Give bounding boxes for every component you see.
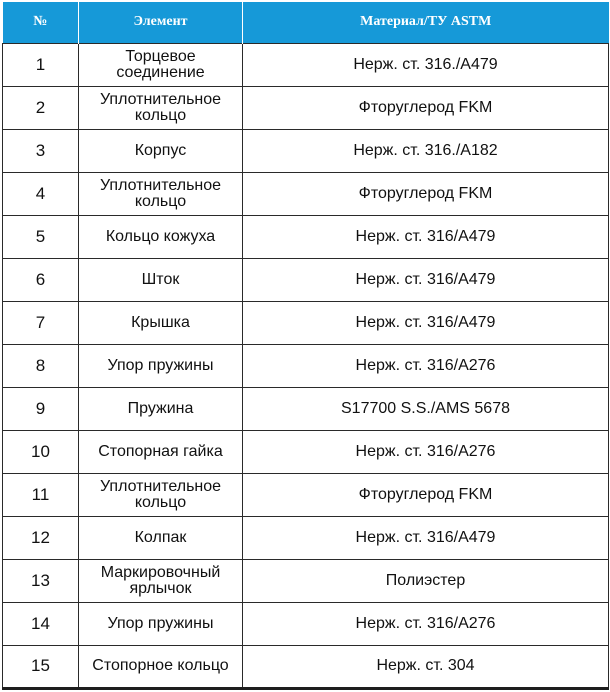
row-element: Стопорная гайка: [79, 430, 243, 473]
row-element: Корпус: [79, 129, 243, 172]
row-number: 8: [3, 344, 79, 387]
row-element: Маркировочный ярлычок: [79, 559, 243, 602]
row-material: Нерж. ст. 316/A479: [243, 516, 609, 559]
row-number: 4: [3, 172, 79, 215]
table-row: [3, 215, 609, 258]
table-row: [3, 301, 609, 344]
row-material: S17700 S.S./AMS 5678: [243, 387, 609, 430]
row-element: Пружина: [79, 387, 243, 430]
row-number: 9: [3, 387, 79, 430]
row-material: Фторуглерод FKM: [243, 86, 609, 129]
row-number: 7: [3, 301, 79, 344]
header-element: Элемент: [79, 2, 243, 43]
parts-materials-table: [2, 2, 609, 690]
row-element: Уплотнительное кольцо: [79, 172, 243, 215]
row-material: Нерж. ст. 316/A479: [243, 215, 609, 258]
table-body: [3, 43, 609, 688]
table-row: [3, 387, 609, 430]
table-row: [3, 86, 609, 129]
row-material: Нерж. ст. 304: [243, 645, 609, 688]
row-number: 12: [3, 516, 79, 559]
table-row: [3, 430, 609, 473]
row-element: Стопорное кольцо: [79, 645, 243, 688]
row-material: Нерж. ст. 316/A479: [243, 301, 609, 344]
table-row: [3, 602, 609, 645]
row-element: Торцевое соединение: [79, 43, 243, 86]
row-number: 6: [3, 258, 79, 301]
row-number: 11: [3, 473, 79, 516]
row-number: 15: [3, 645, 79, 688]
table-header: [3, 2, 609, 43]
row-material: Нерж. ст. 316./A182: [243, 129, 609, 172]
table-row: [3, 344, 609, 387]
row-element: Уплотнительное кольцо: [79, 86, 243, 129]
row-element: Колпак: [79, 516, 243, 559]
table-row: [3, 172, 609, 215]
table-row: [3, 258, 609, 301]
row-number: 1: [3, 43, 79, 86]
parts-table-container: [2, 2, 608, 688]
row-element: Шток: [79, 258, 243, 301]
row-number: 14: [3, 602, 79, 645]
row-element: Уплотнительное кольцо: [79, 473, 243, 516]
row-material: Нерж. ст. 316/A276: [243, 344, 609, 387]
row-material: Нерж. ст. 316/A479: [243, 258, 609, 301]
row-number: 5: [3, 215, 79, 258]
header-number: №: [3, 2, 79, 43]
header-material: Материал/ТУ ASTM: [243, 2, 609, 43]
row-material: Фторуглерод FKM: [243, 473, 609, 516]
header-row: [3, 2, 609, 43]
row-element: Упор пружины: [79, 602, 243, 645]
row-material: Нерж. ст. 316./A479: [243, 43, 609, 86]
row-material: Полиэстер: [243, 559, 609, 602]
row-material: Нерж. ст. 316/A276: [243, 602, 609, 645]
row-number: 13: [3, 559, 79, 602]
row-number: 3: [3, 129, 79, 172]
table-row: [3, 473, 609, 516]
row-material: Фторуглерод FKM: [243, 172, 609, 215]
table-row: [3, 559, 609, 602]
row-material: Нерж. ст. 316/A276: [243, 430, 609, 473]
table-row: [3, 645, 609, 688]
row-number: 10: [3, 430, 79, 473]
row-number: 2: [3, 86, 79, 129]
row-element: Кольцо кожуха: [79, 215, 243, 258]
row-element: Упор пружины: [79, 344, 243, 387]
row-element: Крышка: [79, 301, 243, 344]
table-row: [3, 129, 609, 172]
table-row: [3, 516, 609, 559]
table-row: [3, 43, 609, 86]
